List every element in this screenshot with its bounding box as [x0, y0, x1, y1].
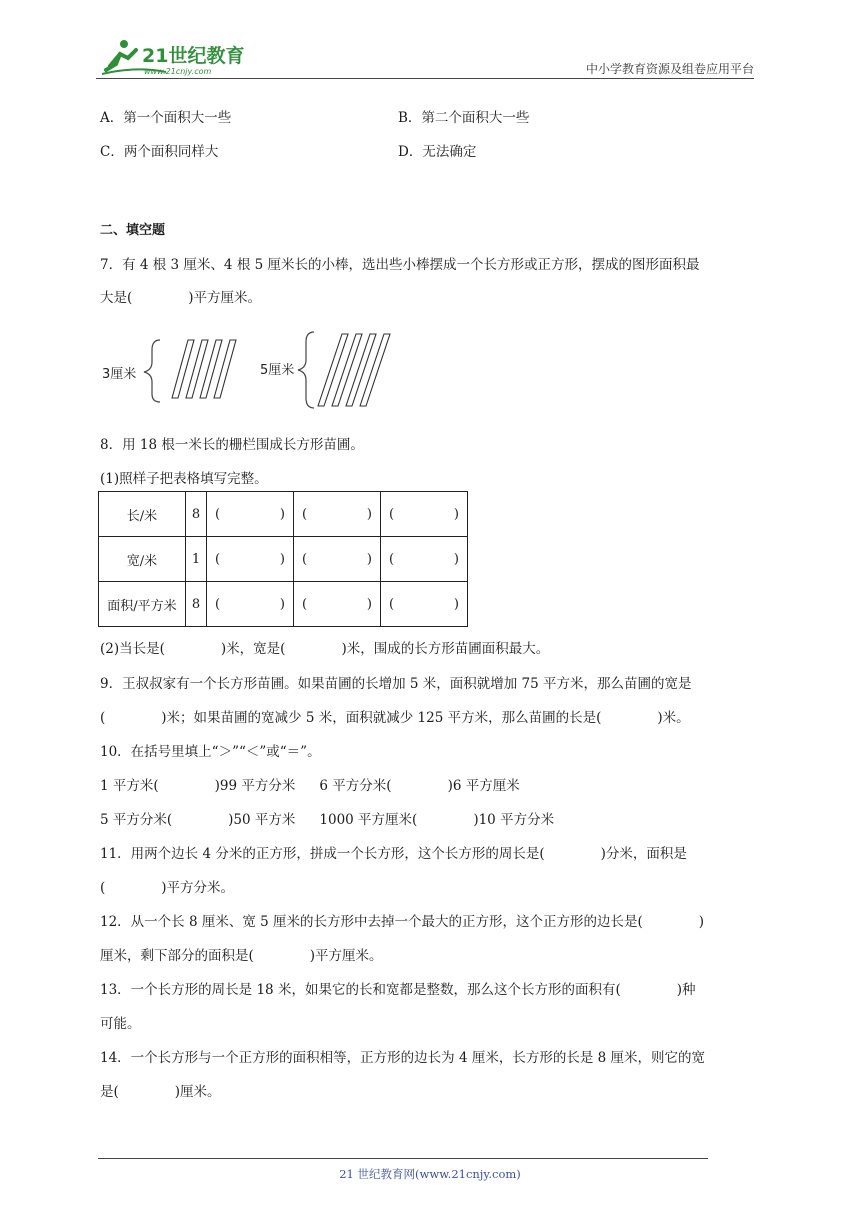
answer-cell: ( ): [381, 582, 468, 627]
q11-line1: 11．用两个边长 4 分米的正方形，拼成一个长方形，这个长方形的周长是( )分米，面积是: [100, 846, 687, 862]
q12-line2: 厘米，剩下部分的面积是( )平方厘米。: [100, 948, 383, 964]
logo-url: www.21cnjy.com: [144, 67, 212, 76]
q14-line1: 14．一个长方形与一个正方形的面积相等，正方形的边长为 4 厘米，长方形的长是 8 厘米，则它的宽: [100, 1050, 706, 1066]
header-divider: [96, 78, 754, 79]
q9-line2: ( )米；如果苗圃的宽减少 5 米，面积就减少 125 平方米，那么苗圃的长是( )米。: [100, 710, 690, 726]
site-logo: [96, 36, 256, 78]
q8-line1: 8．用 18 根一米长的栅栏围成长方形苗圃。: [100, 437, 364, 453]
label-5cm: 5厘米: [260, 363, 295, 378]
sticks-group-3cm: [102, 340, 236, 402]
footer-divider: [98, 1158, 708, 1159]
q13-line1: 13．一个长方形的周长是 18 米，如果它的长和宽都是整数，那么这个长方形的面积有( )种: [100, 982, 696, 998]
brace-icon: [298, 332, 314, 408]
answer-cell: ( ): [207, 582, 294, 627]
q12-line1: 12．从一个长 8 厘米、宽 5 厘米的长方形中去掉一个最大的正方形，这个正方形的边长是( ): [100, 914, 705, 930]
q10-line1: 10．在括号里填上“＞”“＜”或“＝”。: [100, 744, 321, 760]
q10-row1: 1 平方米( )99 平方分米 6 平方分米( )6 平方厘米: [100, 778, 520, 794]
answer-cell: ( ): [294, 492, 381, 537]
row-label: 面积/平方米: [99, 582, 186, 627]
option-b: B．第二个面积大一些: [398, 110, 530, 126]
row-label: 宽/米: [99, 537, 186, 582]
option-a: A．第一个面积大一些: [100, 110, 232, 126]
answer-cell: ( ): [207, 537, 294, 582]
row-label: 长/米: [99, 492, 186, 537]
table-row: [99, 492, 468, 537]
sticks-icon: [318, 334, 390, 406]
row-value: 8: [186, 492, 207, 537]
answer-cell: ( ): [294, 537, 381, 582]
sticks-icon: [172, 340, 236, 398]
q13-line2: 可能。: [100, 1016, 141, 1032]
q9-line1: 9．王叔叔家有一个长方形苗圃。如果苗圃的长增加 5 米，面积就增加 75 平方米，那么苗圃的宽是: [100, 676, 692, 692]
row-value: 1: [186, 537, 207, 582]
answer-cell: ( ): [207, 492, 294, 537]
q7-line2: 大是( )平方厘米。: [100, 290, 262, 306]
answer-cell: ( ): [294, 582, 381, 627]
table-row: [99, 582, 468, 627]
row-value: 8: [186, 582, 207, 627]
footer-link[interactable]: 21 世纪教育网(www.21cnjy.com): [339, 1167, 521, 1181]
q14-line2: 是( )厘米。: [100, 1084, 221, 1100]
sticks-figure: [100, 328, 400, 412]
brace-icon: [144, 340, 160, 402]
table-row: [99, 537, 468, 582]
runner-logo-icon: [96, 36, 256, 78]
q7-line1: 7．有 4 根 3 厘米、4 根 5 厘米长的小棒，选出些小棒摆成一个长方形或正方形，摆成的图形面积最: [100, 257, 700, 273]
platform-name: 中小学教育资源及组卷应用平台: [585, 62, 754, 76]
option-c: C．两个面积同样大: [100, 144, 219, 160]
sticks-group-5cm: [260, 332, 390, 408]
section-title: 二、填空题: [100, 223, 166, 238]
answer-cell: ( ): [381, 537, 468, 582]
option-d: D．无法确定: [398, 144, 477, 160]
fence-table: [98, 491, 468, 627]
answer-cell: ( ): [381, 492, 468, 537]
logo-text: 21世纪教育: [142, 45, 245, 67]
q8-part1: (1)照样子把表格填写完整。: [100, 471, 268, 487]
label-3cm: 3厘米: [102, 367, 137, 382]
q11-line2: ( )平方分米。: [100, 880, 235, 896]
q8-part2: (2)当长是( )米，宽是( )米，围成的长方形苗圃面积最大。: [100, 641, 550, 657]
q10-row2: 5 平方分米( )50 平方米 1000 平方厘米( )10 平方分米: [100, 812, 555, 828]
